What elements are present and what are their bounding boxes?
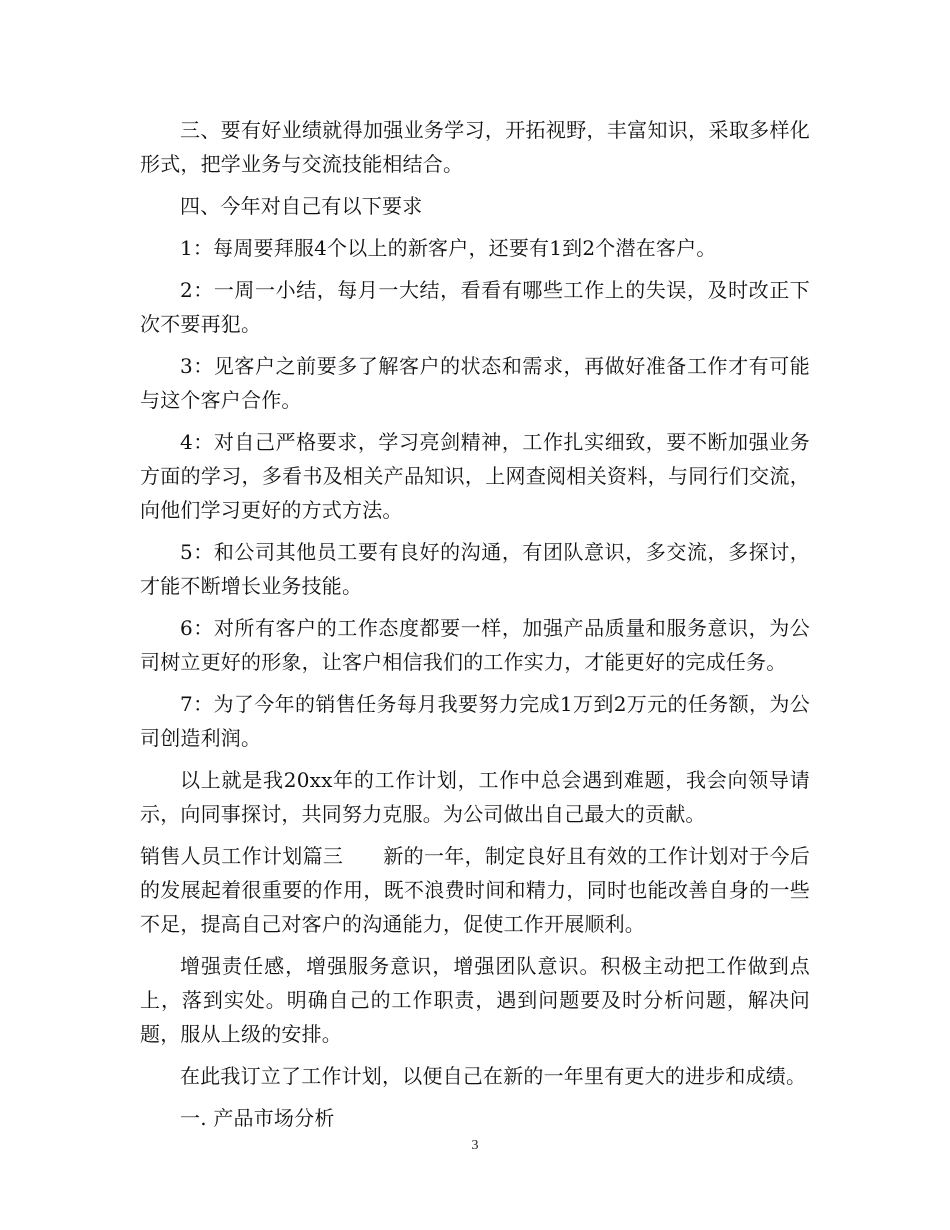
responsibility-paragraph: 增强责任感，增强服务意识，增强团队意识。积极主动把工作做到点上，落到实处。明确自己的工作职责，遇到问题要及时分析问题，解决问题，服从上级的安排。 (140, 954, 810, 1046)
section-heading: 销售人员工作计划篇三 (140, 844, 344, 868)
list-item-5: 5：和公司其他员工要有良好的沟通，有团队意识，多交流，多探讨，才能不断增长业务技能。 (140, 540, 810, 598)
market-analysis-heading: 一. 产品市场分析 (180, 1106, 335, 1130)
list-item-4: 4：对自己严格要求，学习亮剑精神，工作扎实细致，要不断加强业务方面的学习，多看书及相关产品知识，上网查阅相关资料，与同行们交流，向他们学习更好的方式方法。 (140, 430, 810, 522)
list-item-1: 1：每周要拜服4个以上的新客户，还要有1到2个潜在客户。 (180, 236, 717, 260)
page-number: 3 (471, 1138, 479, 1153)
paragraph-point-three: 三、要有好业绩就得加强业务学习，开拓视野，丰富知识，采取多样化形式，把学业务与交流技能相结合。 (140, 118, 810, 176)
list-item-7: 7：为了今年的销售任务每月我要努力完成1万到2万元的任务额，为公司创造利润。 (140, 692, 810, 750)
section-three-paragraph (140, 839, 810, 941)
list-item-2: 2：一周一小结，每月一大结，看看有哪些工作上的失误，及时改正下次不要再犯。 (140, 278, 810, 336)
plan-statement-paragraph: 在此我订立了工作计划，以便自己在新的一年里有更大的进步和成绩。 (180, 1064, 807, 1088)
document-body (140, 113, 810, 1143)
summary-paragraph: 以上就是我20xx年的工作计划，工作中总会遇到难题，我会向领导请示，向同事探讨，共同努力克服。为公司做出自己最大的贡献。 (140, 768, 810, 826)
list-item-6: 6：对所有客户的工作态度都要一样，加强产品质量和服务意识，为公司树立更好的形象，让客户相信我们的工作实力，才能更好的完成任务。 (140, 616, 810, 674)
section-intro: 新的一年，制定良好且有效的工作计划对于今后的发展起着很重要的作用，既不浪费时间和精力，同时也能改善自身的一些不足，提高自己对客户的沟通能力，促使工作开展顺利。 (140, 844, 811, 936)
list-item-3: 3：见客户之前要多了解客户的状态和需求，再做好准备工作才有可能与这个客户合作。 (140, 354, 810, 412)
paragraph-point-four-heading: 四、今年对自己有以下要求 (180, 194, 423, 218)
